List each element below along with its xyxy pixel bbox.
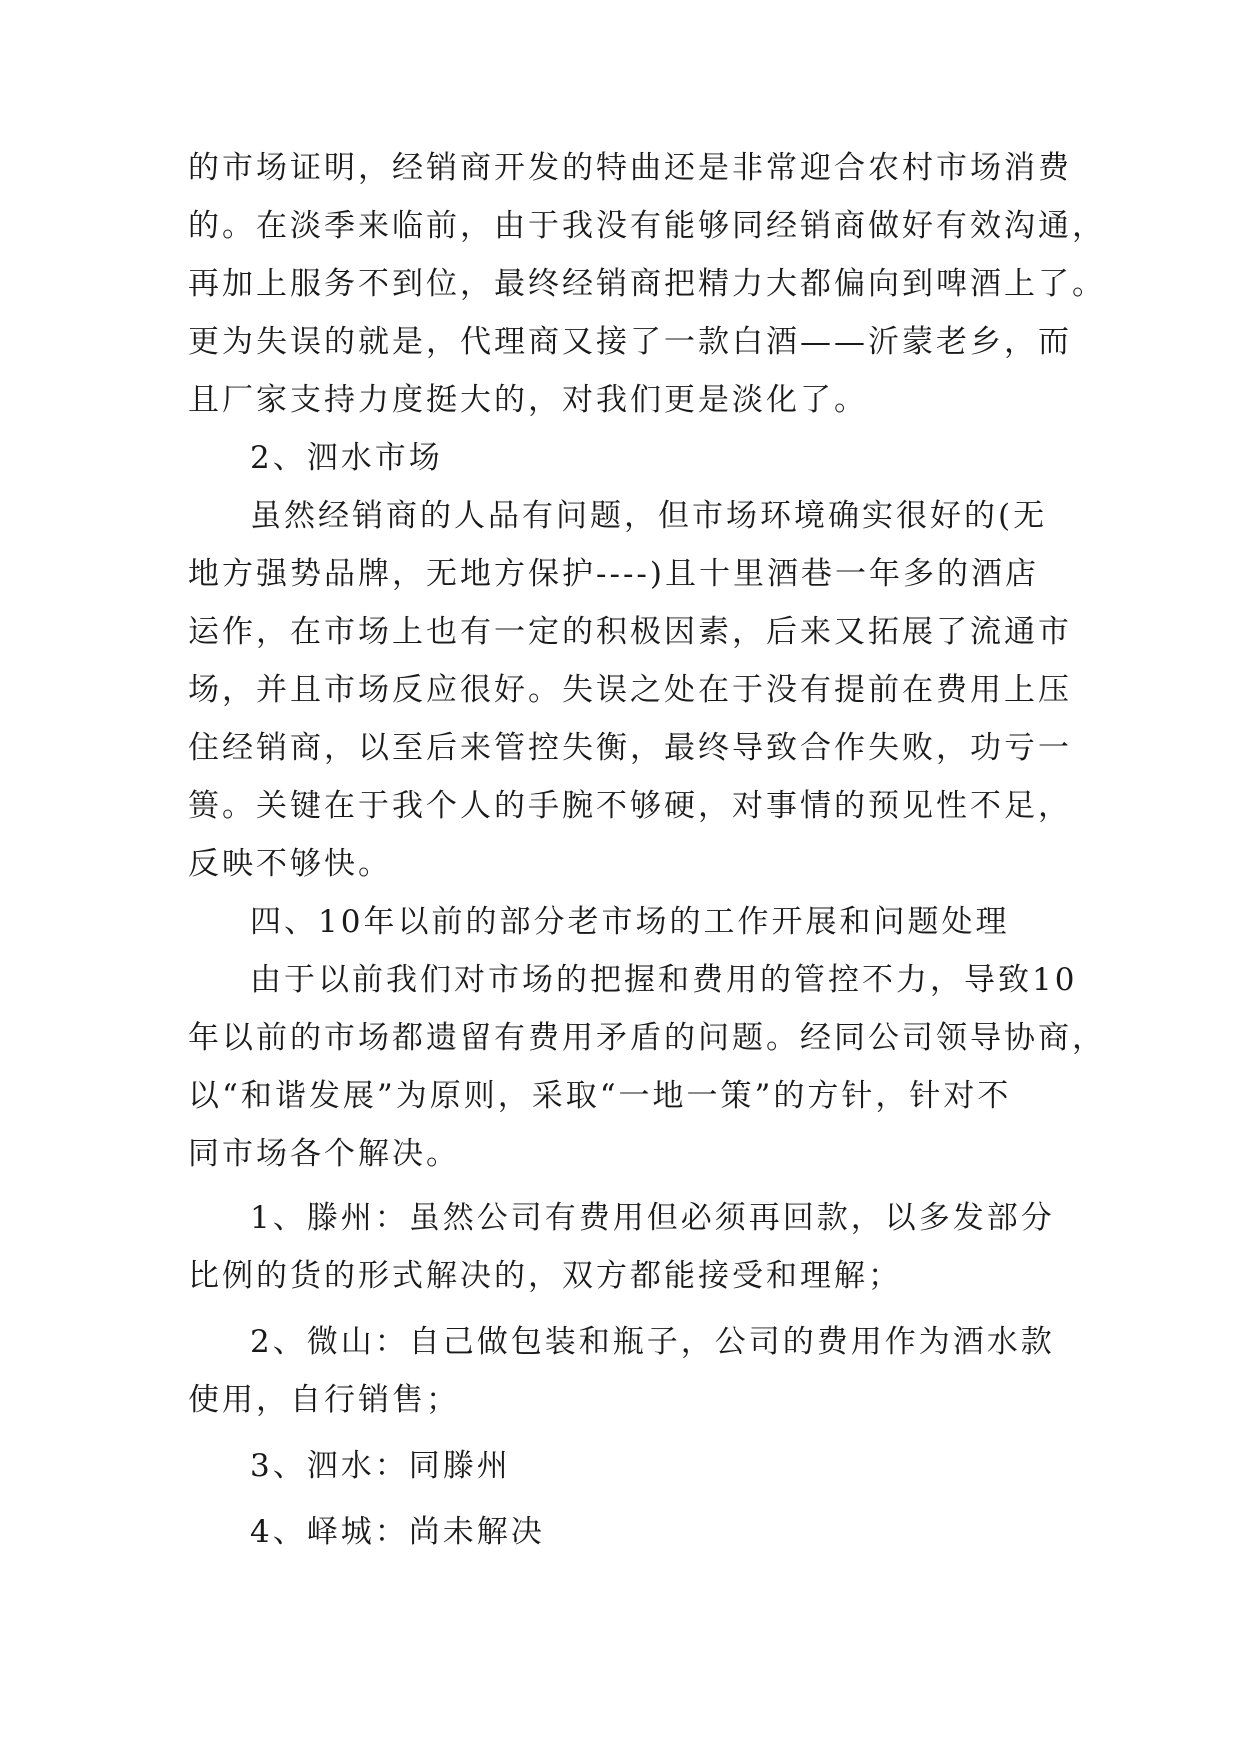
paragraph-line: 运作，在市场上也有一定的积极因素，后来又拓展了流通市	[188, 614, 1072, 650]
paragraph-line: 的。在淡季来临前，由于我没有能够同经销商做好有效沟通，	[188, 208, 1106, 244]
paragraph-line: 的市场证明，经销商开发的特曲还是非常迎合农村市场消费	[188, 150, 1072, 186]
list-item-continuation: 使用，自行销售；	[188, 1382, 460, 1418]
section-heading: 四、10年以前的部分老市场的工作开展和问题处理	[250, 904, 1010, 940]
paragraph-line: 住经销商，以至后来管控失衡，最终导致合作失败，功亏一	[188, 730, 1072, 766]
list-item: 2、微山：自己做包装和瓶子，公司的费用作为酒水款	[250, 1324, 1055, 1360]
list-item: 3、泗水：同滕州	[250, 1448, 511, 1484]
paragraph-line: 场，并且市场反应很好。失误之处在于没有提前在费用上压	[188, 672, 1072, 708]
paragraph-line: 由于以前我们对市场的把握和费用的管控不力，导致10	[250, 962, 1078, 998]
section-heading: 2、泗水市场	[250, 440, 443, 476]
list-item: 1、滕州：虽然公司有费用但必须再回款，以多发部分	[250, 1200, 1055, 1236]
paragraph-line: 再加上服务不到位，最终经销商把精力大都偏向到啤酒上了。	[188, 266, 1106, 302]
list-item: 4、峄城：尚未解决	[250, 1514, 545, 1550]
paragraph-line: 更为失误的就是，代理商又接了一款白酒——沂蒙老乡，而	[188, 324, 1072, 360]
paragraph-line: 同市场各个解决。	[188, 1136, 460, 1172]
paragraph-line: 篑。关键在于我个人的手腕不够硬，对事情的预见性不足，	[188, 788, 1072, 824]
paragraph-line: 且厂家支持力度挺大的，对我们更是淡化了。	[188, 382, 868, 418]
paragraph-line: 以“和谐发展”为原则，采取“一地一策”的方针，针对不	[188, 1078, 1012, 1114]
list-item-continuation: 比例的货的形式解决的，双方都能接受和理解；	[188, 1258, 902, 1294]
paragraph-line: 地方强势品牌，无地方保护----)且十里酒巷一年多的酒店	[188, 556, 1039, 592]
paragraph-line: 年以前的市场都遗留有费用矛盾的问题。经同公司领导协商，	[188, 1020, 1106, 1056]
paragraph-line: 虽然经销商的人品有问题，但市场环境确实很好的(无	[250, 498, 1048, 534]
paragraph-line: 反映不够快。	[188, 846, 392, 882]
